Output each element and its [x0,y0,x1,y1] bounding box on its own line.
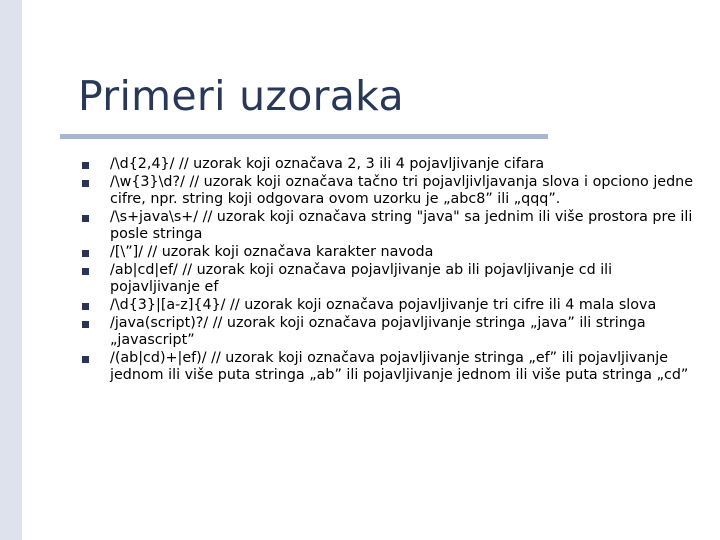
bullet-text: /(ab|cd)+|ef)/ // uzorak koji označava pojavljivanje stringa „ef” ili pojavljivanje jednom ili više puta stringa „ab” ili pojavljivanje jednom ili više puta stringa „cd” [110,350,689,383]
bullet-item [82,315,697,349]
bullet-text: /\d{3}|[a-z]{4}/ // uzorak koji označava pojavljivanje tri cifre ili 4 mala slova [110,297,657,313]
square-bullet-icon [82,356,89,363]
bullet-item [82,174,697,208]
square-bullet-icon [82,215,89,222]
left-accent-bar [0,0,22,540]
square-bullet-icon [82,162,89,169]
bullet-text: /\w{3}\d?/ // uzorak koji označava tačno tri pojavljivljavanja slova i opciono jedne cifre, npr. string koji odgovara ovom uzorku je „abc8” ili „qqq”. [110,174,694,207]
square-bullet-icon [82,250,89,257]
bullet-item [82,350,697,384]
square-bullet-icon [82,180,89,187]
bullet-item [82,244,697,261]
square-bullet-icon [82,268,89,275]
slide-title: Primeri uzoraka [78,72,404,120]
bullet-item [82,297,697,314]
bullet-item [82,209,697,243]
square-bullet-icon [82,321,89,328]
bullet-item [82,262,697,296]
bullet-text: /\d{2,4}/ // uzorak koji označava 2, 3 ili 4 pojavljivanje cifara [110,156,545,172]
square-bullet-icon [82,303,89,310]
bullet-item [82,156,697,173]
bullet-text: /[\”]/ // uzorak koji označava karakter navoda [110,244,434,260]
bullet-list [82,156,697,385]
bullet-text: /java(script)?/ // uzorak koji označava pojavljivanje stringa „java” ili stringa „javascript” [110,315,646,348]
bullet-text: /\s+java\s+/ // uzorak koji označava string "java" sa jednim ili više prostora pre ili posle stringa [110,209,693,242]
bullet-text: /ab|cd|ef/ // uzorak koji označava pojavljivanje ab ili pojavljivanje cd ili pojavljivanje ef [110,262,613,295]
title-underline [60,134,548,139]
